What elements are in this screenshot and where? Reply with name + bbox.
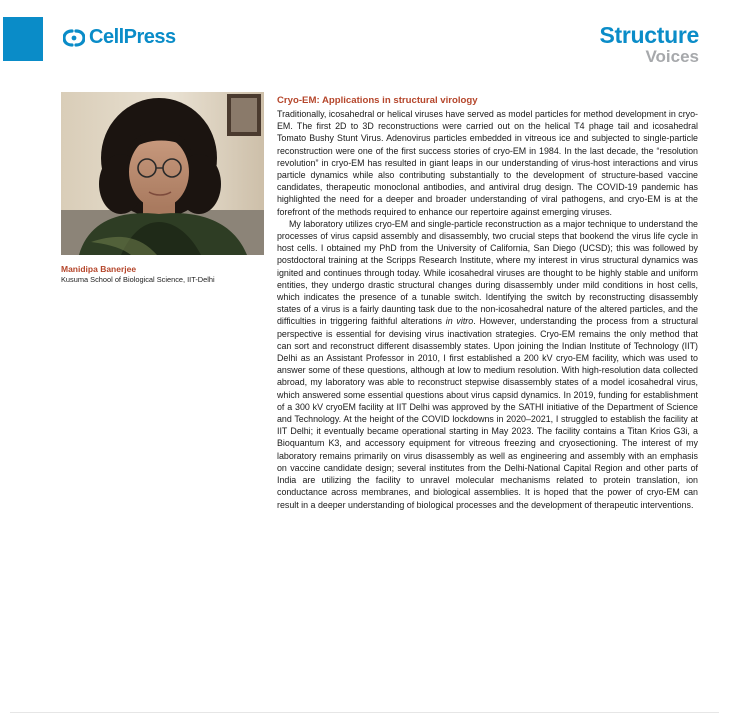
- cellpress-logo-icon: [63, 29, 85, 47]
- author-photo: [61, 92, 264, 255]
- cellpress-logo: [63, 26, 176, 49]
- paragraph-emphasis: in vitro: [445, 316, 474, 327]
- paragraph-text: My laboratory utilizes cryo-EM and single-particle reconstruction as a major technique to understand the processes of virus capsid assembly and disassembly, two crucial steps that bookend the virus life cycle in host cells. I obtained my PhD from the University of California, San Diego (UCSD); this was followed by postdoctoral training at the Scripps Research Institute, where my interest in virus structural dynamics was ignited and continues through today. While icosahedral viruses are thought to be highly stable and uniform entities, they undergo drastic structural changes during disassembly under mild conditions in host cells, which indicates the presence of a tunable switch. Identifying the switch by reconstructing disassembly states of a virus is a fairly daunting task due to the non-icosahedral nature of the altered particles, and the difficulties in triggering faithful alterations: [277, 218, 698, 327]
- author-name: Manidipa Banerjee: [61, 264, 137, 274]
- paragraph-text: . However, understanding the process from a structural perspective is essential for devising virus inactivation strategies. Cryo-EM remains the only method that can sort and reconstruct different disassembly states. Upon joining the Indian Institute of Technology (IIT) Delhi as an Assistant Professor in 2010, I first established a 200 kV cryo-EM facility, which was used to answer some of these questions, although at low to medium resolution. With high-resolution data collected abroad, my laboratory was able to reconstruct stepwise disassembly states of a model icosahedral virus, which answered some essential questions about virus capsid dynamics. In 2019, funding for establishment of a 300 kV cryoEM facility at IIT Delhi was approved by the SATHI initiative of the Department of Science and Technology. At the height of the COVID lockdowns in 2020–2021, I struggled to establish the facility at IIT Delhi; it eventually became operational starting in May 2023. The facility contains a Titan Krios G3i, a Bioquantum K3, and accessory equipment for vitreous freezing and cryosectioning. The interest of my laboratory remains primarily on virus disassembly as well as engineering and assembly with an emphasis on vaccine candidate design; several institutes from the Delhi-National Capital Region and other parts of India are utilizing the facility to unravel molecular mechanisms related to protein translation, ion conductance across membranes, and biological assemblies. It is hoped that the power of cryo-EM can result in a deeper understanding of biological processes and the development of therapeutic interventions.: [277, 316, 699, 510]
- article-body: [277, 95, 698, 511]
- author-caption: [61, 264, 271, 285]
- article-heading: Cryo-EM: Applications in structural virology: [277, 95, 478, 106]
- journal-title: Structure: [599, 22, 699, 48]
- journal-section: Voices: [645, 47, 699, 66]
- publisher-name: CellPress: [89, 26, 176, 48]
- journal-masthead: [599, 22, 699, 66]
- paragraph: [277, 108, 698, 218]
- paragraph: [277, 218, 698, 511]
- brand-color-block: [3, 17, 43, 61]
- author-affiliation: Kusuma School of Biological Science, IIT-Delhi: [61, 275, 215, 284]
- paragraph-text: Traditionally, icosahedral or helical viruses have served as model particles for method development in cryo-EM. The first 2D to 3D reconstructions were carried out on the helical T4 phage tail and icosahedral Tomato Bushy Stunt Virus. Adenovirus particles embedded in vitreous ice and subjected to single-particle reconstruction were one of the first success stories of cryo-EM in 1984. In the last decade, the “resolution revolution” in cryo-EM has resulted in giant leaps in our understanding of virus-host interactions and virus particle dynamics while also contributing substantially to the development of structure-based vaccine candidates, therapeutic monoclonal antibodies, and antiviral drug design. The COVID-19 pandemic has highlighted the need for a deeper and broader understanding of viral pathogens, and cryo-EM is at the forefront of the methods required to enhance our repertoire against emerging viruses.: [277, 109, 698, 217]
- bottom-divider: [10, 712, 719, 713]
